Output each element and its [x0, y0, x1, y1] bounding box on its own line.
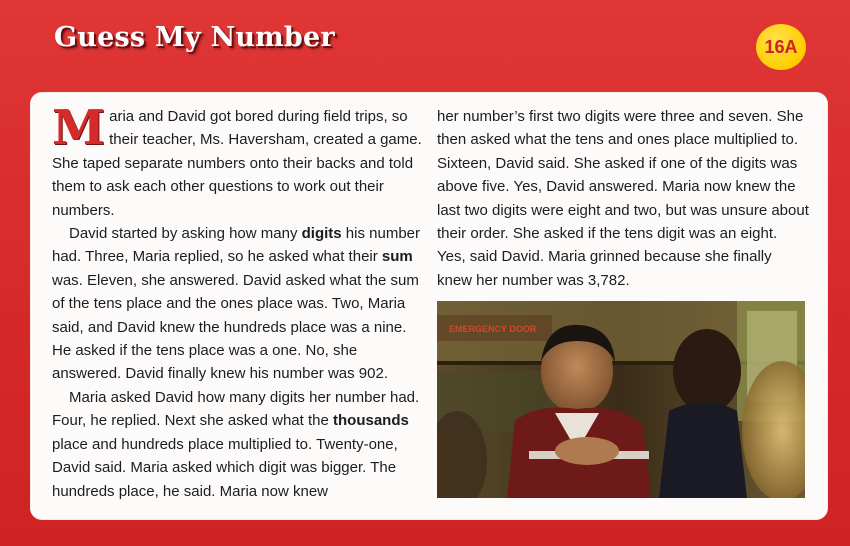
vocab-digits: digits — [301, 225, 342, 243]
story-paragraph-3: Maria asked David how many digits her number had. Four, he replied. Next she asked what the thousands place and hundreds place multiplied to. Twenty-one, David said. Maria asked which digit was bigger. The hundreds place, he said. Maria now knew — [52, 388, 420, 500]
drop-cap: M — [52, 100, 106, 156]
story-column-left — [52, 100, 424, 503]
bus-sign-text: EMERGENCY DOOR — [449, 324, 537, 334]
page-title: Guess My Number — [54, 22, 335, 53]
story-photo — [437, 301, 805, 498]
bus-scene-illustration — [437, 301, 805, 498]
vocab-sum: sum — [381, 248, 413, 266]
story-paragraph-2: David started by asking how many digits his number had. Three, Maria replied, so he asked what their sum was. Eleven, she answered. David asked what the sum of the tens place and the ones place was. Two, Maria said, and David knew the hundreds place was a nine. He asked if the tens place was a one. No, she answered. David finally knew his number was 902. — [52, 225, 420, 383]
story-paragraph-4: her number’s first two digits were three and seven. She then asked what the tens and ones place multiplied to. Sixteen, David said. She asked if one of the digits was above five. Yes, David answered. Maria now knew the last two digits were eight and two, but was unsure about their order. She asked if the tens digit was an eight. Yes, said David. Maria grinned because she finally knew her number was 3,782. — [437, 108, 809, 289]
vocab-thousands: thousands — [333, 412, 409, 430]
lesson-badge: 16A — [756, 24, 806, 70]
story-paragraph-1: Maria and David got bored during field trips, so their teacher, Ms. Haversham, created a game. She taped separate numbers onto their backs and told them to ask each other questions to work out their numbers. — [52, 100, 422, 219]
story-column-right — [437, 105, 809, 292]
